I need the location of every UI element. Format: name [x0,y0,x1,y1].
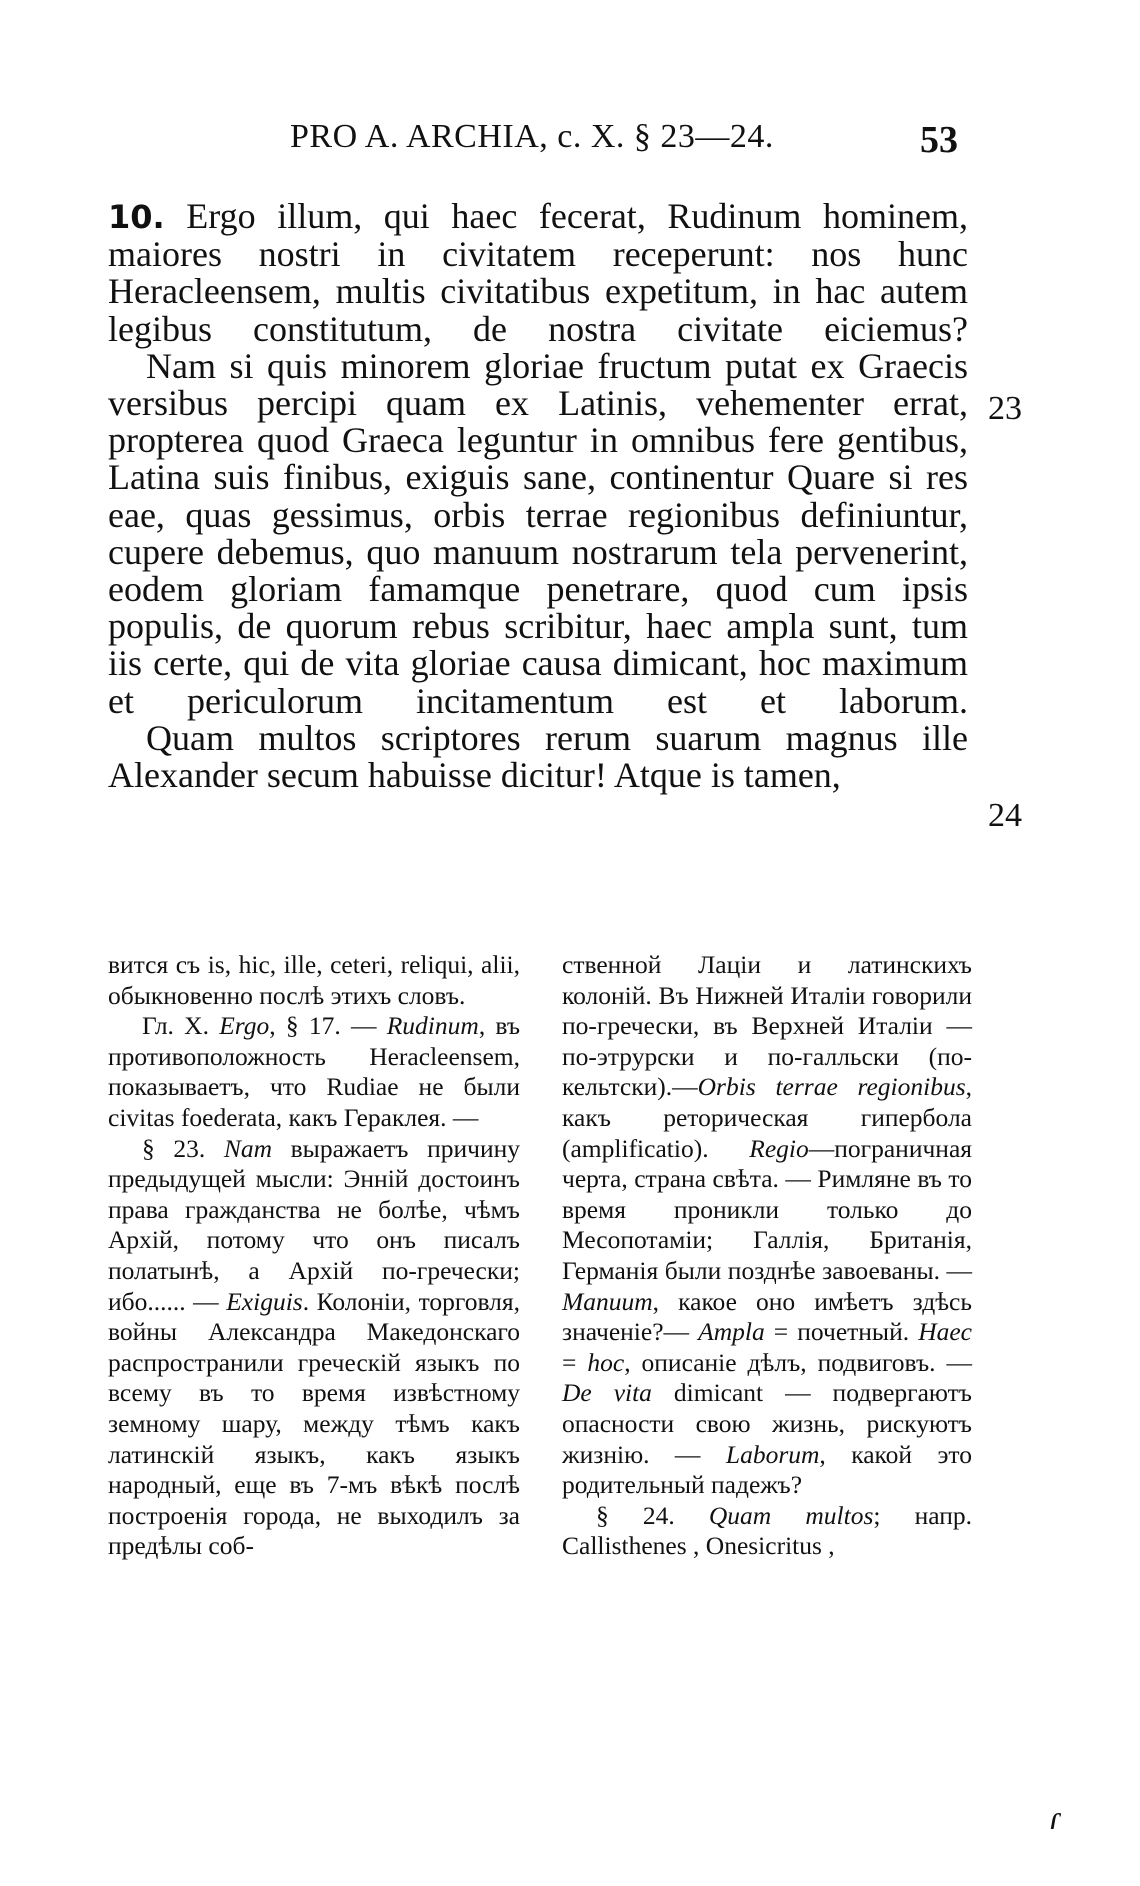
note-lemma: Ampla [698,1317,765,1347]
note-lemma: Rudinum [386,1011,479,1041]
note-paragraph [108,1011,520,1133]
note-text: , какъ реторическая гипербола (amplificatio). [562,1072,972,1163]
note-lemma: Quam multos [708,1500,874,1530]
note-text: = почетный. [764,1317,919,1347]
paragraph-23 [108,345,968,721]
note-text: dimicant — подвергаютъ опасности свою жизнь, рискуютъ жизнію. — [562,1378,972,1469]
note-text: , въ противоположность Heracleensem, показываетъ, что Rudiae не были civitas foederata, какъ Гераклея. — [108,1011,521,1132]
footnotes-right-column [562,950,972,1562]
paragraph-10 [108,198,968,348]
footnotes-left-column [108,950,520,1562]
note-lemma: Orbis terrae regionibus [697,1072,966,1102]
note-text: , описаніе дѣлъ, подвиговъ. — [624,1347,972,1377]
note-text: , какой это родительный падежъ? [562,1439,972,1500]
note-lemma: Exiguis [226,1286,303,1316]
note-lemma: Manuum [562,1286,653,1316]
page-number: 53 [920,119,958,161]
running-head: PRO A. ARCHIA, c. X. § 23—24. [290,118,774,155]
note-text: , какое оно имѣетъ здѣсь значеніе?— [562,1286,972,1347]
note-lemma: Haec [918,1317,972,1347]
stray-ink-mark: ɾ [1048,1800,1061,1837]
note-paragraph [108,1134,520,1562]
note-text: —пограничная черта, страна свѣта. — Римляне въ то время проникли только до Месопотаміи; Галлія, Британія, Германія были позднѣе завоеваны. — [562,1133,972,1285]
note-text: выражаетъ причину предыдущей мысли: Энній достоинъ права гражданства не болѣе, чѣмъ Архій, потому что онъ писалъ полатынѣ, а Архій по-гречески; ибо...... — [108,1133,520,1316]
note-text: = [562,1347,588,1377]
margin-section-24: 24 [988,797,1022,834]
main-text [108,198,968,794]
note-lemma: De vita [562,1378,652,1408]
paragraph-24 [108,717,968,796]
note-paragraph [108,950,520,1011]
paragraph-text: Nam si quis minorem gloriae fructum putat ex Graecis versibus percipi quam ex Latinis, vehementer errat, propterea quod Graeca leguntur in omnibus fere gentibus, Latina suis finibus, exiguis sane, continentur Quare si res eae, quas gessimus, orbis terrae regionibus definiuntur, cupere debemus, quo manuum nostrarum tela pervenerint, eodem gloriam famamque penetrare, quod cum ipsis populis, de quorum rebus scribitur, haec ampla sunt, tum iis certe, qui de vita gloriae causa dimicant, hoc maximum et periculorum incitamentum est et laborum. [108,345,968,721]
note-paragraph [562,1501,972,1562]
note-lemma: Nam [223,1133,273,1163]
note-text: ственной Лаціи и латинскихъ колоній. Въ Нижней Италіи говорили по-гречески, въ Верхней Италіи — по-этрурски и по-галльски (по-кельтски).— [562,950,972,1102]
paragraph-text: Quam multos scriptores rerum suarum magnus ille Alexander secum habuisse dicitur! Atque is tamen, [108,717,968,796]
margin-section-23: 23 [988,390,1022,427]
note-lemma: Laborum [725,1439,820,1469]
chapter-number: 10. [108,198,165,236]
note-text: , § 17. — [269,1011,387,1041]
note-text: § 24. [596,1500,709,1530]
note-text: . Колоніи, торговля, войны Александра Македонскаго распространили греческій языкъ по всему въ то время извѣстному земному шару, между тѣмъ какъ латинскій языкъ, какъ языкъ народный, еще въ 7-мъ вѣкѣ послѣ построенія города, не выходилъ за предѣлы соб- [108,1286,521,1561]
note-text: Гл. X. [142,1011,220,1041]
note-text: § 23. [142,1133,224,1163]
paragraph-text: Ergo illum, qui haec fecerat, Rudinum hominem, maiores nostri in civitatem receperunt: nos hunc Heracleensem, multis civitatibus expetitum, in hac autem legibus constitutum, de nostra civitate eiciemus? [108,196,968,349]
note-lemma: Ergo [219,1011,270,1041]
note-text: ; напр. Callisthenes , Onesicritus , [562,1500,972,1561]
note-lemma: Regio [749,1133,809,1163]
note-paragraph [562,950,972,1501]
note-text: вится съ is, hic, ille, ceteri, reliqui, alii, обыкновенно послѣ этихъ словъ. [108,950,520,1010]
note-lemma: hoc [587,1347,625,1377]
